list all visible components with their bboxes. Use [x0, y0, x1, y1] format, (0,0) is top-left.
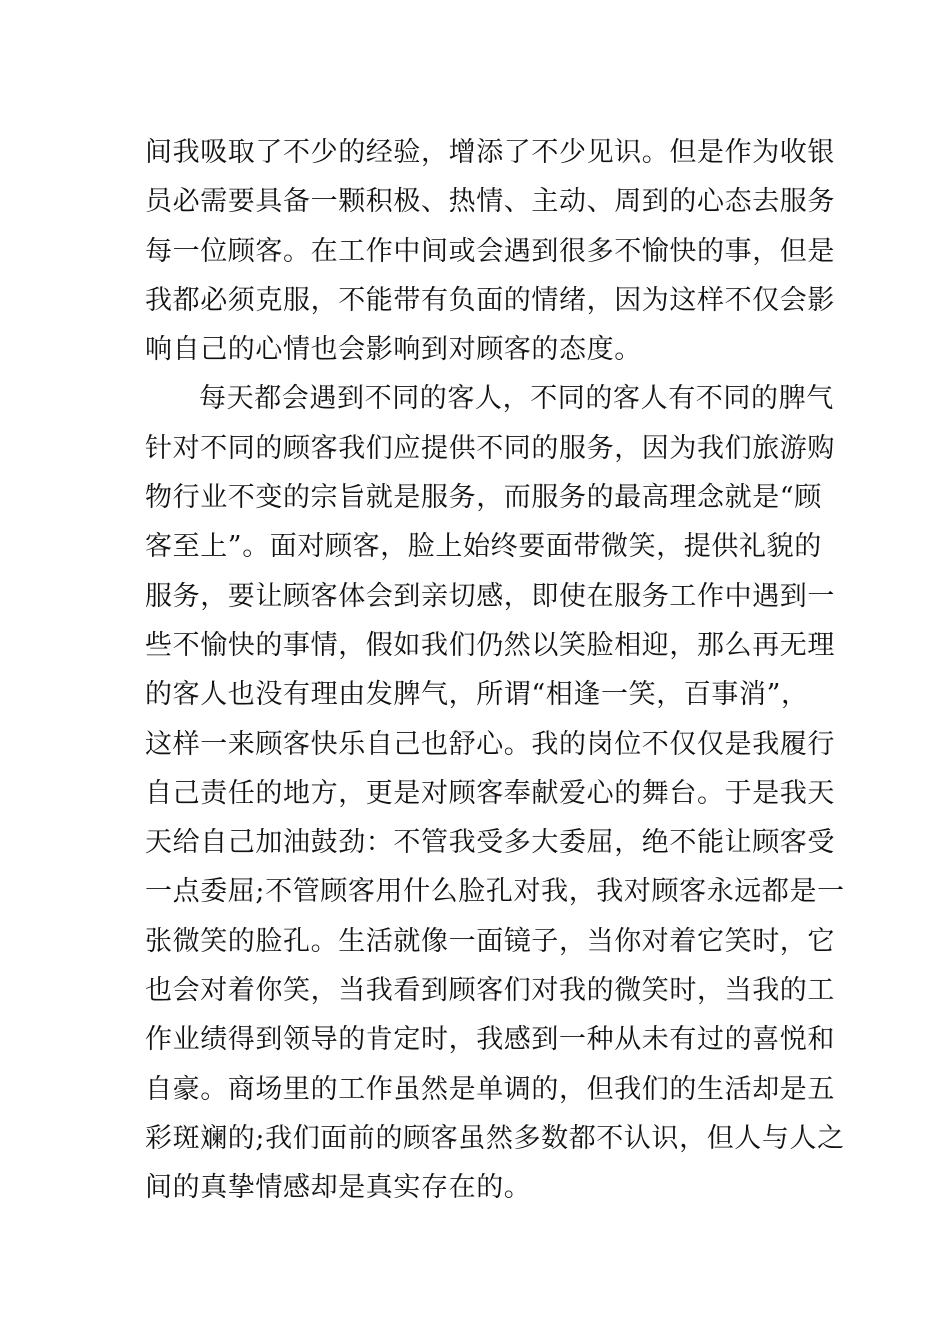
text-line: 服务，要让顾客体会到亲切感，即使在服务工作中遇到一: [145, 580, 835, 612]
text-line: 自豪。商场里的工作虽然是单调的，但我们的生活却是五: [145, 1073, 835, 1105]
text-line: 响自己的心情也会影响到对顾客的态度。: [145, 334, 642, 366]
text-line: 一点委屈;不管顾客用什么脸孔对我，我对顾客永远都是一: [145, 876, 845, 908]
text-line: 些不愉快的事情，假如我们仍然以笑脸相迎，那么再无理: [145, 629, 835, 661]
text-line: 我都必须克服，不能带有负面的情绪，因为这样不仅会影: [145, 284, 835, 316]
text-line: 间我吸取了不少的经验，增添了不少见识。但是作为收银: [145, 137, 835, 168]
document-body: [145, 128, 845, 1213]
text-line: 每一位顾客。在工作中间或会遇到很多不愉快的事，但是: [145, 235, 835, 267]
text-line: 的客人也没有理由发脾气，所谓“相逢一笑，百事消”，: [145, 679, 809, 711]
paragraph-start-line: 每天都会遇到不同的客人，不同的客人有不同的脾气: [199, 383, 834, 415]
text-line: 员必需要具备一颗积极、热情、主动、周到的心态去服务: [145, 186, 835, 218]
text-line: 物行业不变的宗旨就是服务，而服务的最高理念就是“顾: [145, 482, 822, 514]
text-line: 天给自己加油鼓劲：不管我受多大委屈，绝不能让顾客受: [145, 827, 835, 859]
text-line: 作业绩得到领导的肯定时，我感到一种从未有过的喜悦和: [145, 1024, 835, 1056]
text-line: 间的真挚情感却是真实存在的。: [145, 1172, 532, 1204]
text-line: 这样一来顾客快乐自己也舒心。我的岗位不仅仅是我履行: [145, 728, 835, 760]
text-line: 自己责任的地方，更是对顾客奉献爱心的舞台。于是我天: [145, 777, 835, 809]
text-line: 彩斑斓的;我们面前的顾客虽然多数都不认识，但人与人之: [145, 1122, 845, 1154]
text-line: 也会对着你笑，当我看到顾客们对我的微笑时，当我的工: [145, 975, 835, 1007]
text-line: 客至上”。面对顾客，脸上始终要面带微笑，提供礼貌的: [145, 531, 822, 563]
text-line: 针对不同的顾客我们应提供不同的服务，因为我们旅游购: [145, 432, 835, 464]
text-line: 张微笑的脸孔。生活就像一面镜子，当你对着它笑时，它: [145, 925, 835, 957]
